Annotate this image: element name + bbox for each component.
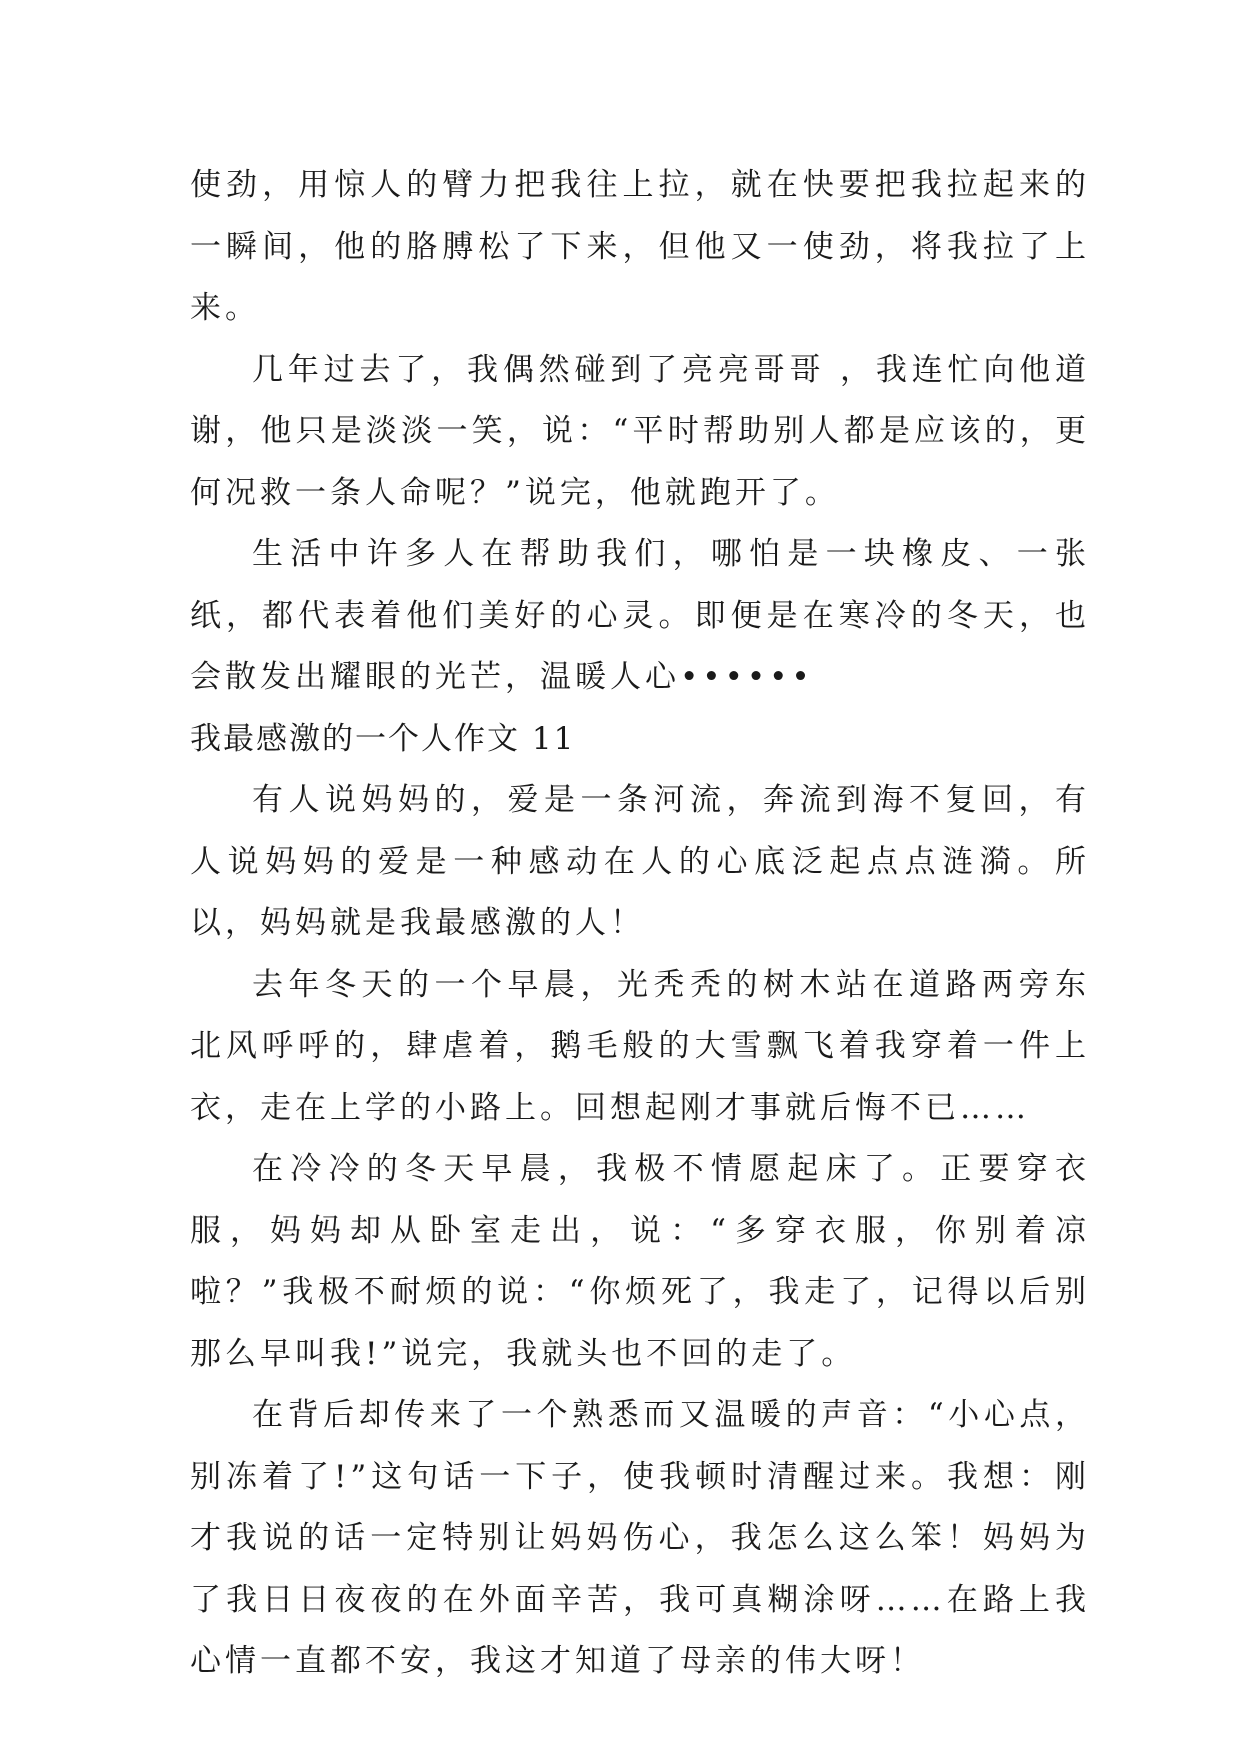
paragraph: 几年过去了，我偶然碰到了亮亮哥哥 ，我连忙向他道谢，他只是淡淡一笑，说：“平时帮助别人都是应该的，更何况救一条人命呢？”说完，他就跑开了。 — [190, 351, 1090, 511]
paragraph: 生活中许多人在帮助我们，哪怕是一块橡皮、一张纸，都代表着他们美好的心灵。即便是在寒冷的冬天，也会散发出耀眼的光芒，温暖人心•••••• — [190, 536, 1090, 695]
paragraph: 有人说妈妈的，爱是一条河流，奔流到海不复回，有人说妈妈的爱是一种感动在人的心底泛起点点涟漪。所以，妈妈就是我最感激的人！ — [190, 782, 1090, 941]
paragraph: 使劲，用惊人的臂力把我往上拉，就在快要把我拉起来的一瞬间，他的胳膊松了下来，但他又一使劲，将我拉了上来。 — [190, 167, 1090, 326]
paragraph: 去年冬天的一个早晨，光秃秃的树木站在道路两旁东北风呼呼的，肆虐着，鹅毛般的大雪飘飞着我穿着一件上衣，走在上学的小路上。回想起刚才事就后悔不已…… — [190, 966, 1090, 1126]
document-body — [190, 155, 1090, 1693]
paragraph: 在背后却传来了一个熟悉而又温暖的声音：“小心点，别冻着了!”这句话一下子，使我顿时清醒过来。我想：刚才我说的话一定特别让妈妈伤心，我怎么这么笨！妈妈为了我日日夜夜的在外面辛苦，我可真糊涂呀……在路上我心情一直都不安，我这才知道了母亲的伟大呀！ — [190, 1397, 1090, 1679]
paragraph: 在冷冷的冬天早晨，我极不情愿起床了。正要穿衣服，妈妈却从卧室走出，说：“多穿衣服，你别着凉啦？”我极不耐烦的说：“你烦死了，我走了，记得以后别那么早叫我!”说完，我就头也不回的走了。 — [190, 1151, 1090, 1372]
essay-heading: 我最感激的一个人作文 11 — [190, 720, 576, 757]
